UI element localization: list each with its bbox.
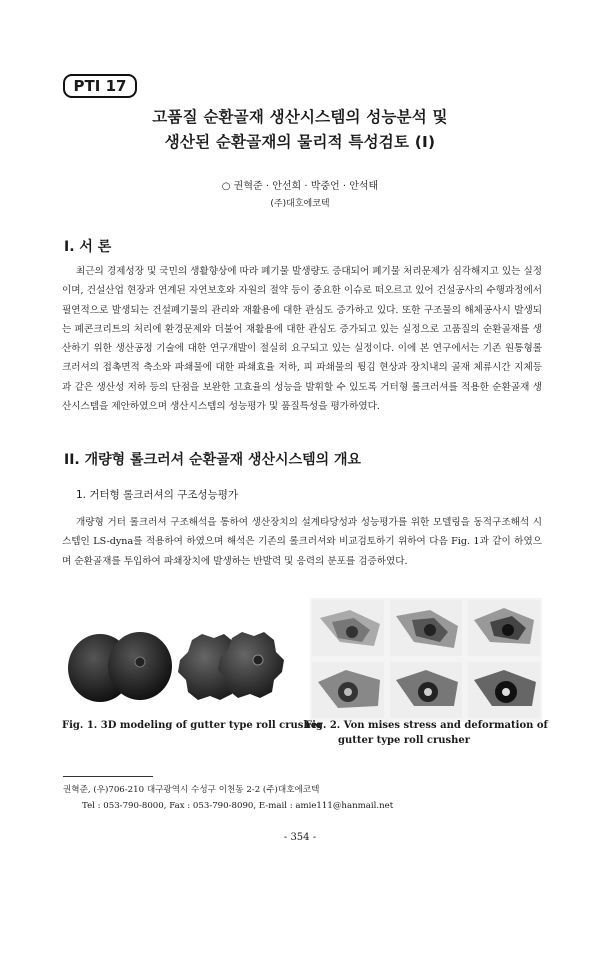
section1-heading: I. 서 론 [64,239,112,255]
footnote-line1: 권혁준, (우)706-210 대구광역시 수성구 이천동 2-2 (주)대호에코텍 [63,785,320,795]
fig1-caption: Fig. 1. 3D modeling of gutter type roll crusher [62,720,323,731]
paper-title-line2: 생산된 순환골재의 물리적 특성검토 (I) [164,133,436,151]
footnote-line2: Tel : 053-790-8000, Fax : 053-790-8090, E-mail : amie111@hanmail.net [82,801,394,811]
subsection1-heading: 1. 거터형 롤크러셔의 구조성능평가 [76,489,239,501]
intro-paragraph [62,262,542,416]
paper-title-line1: 고품질 순환골재 생산시스템의 성능분석 및 [152,108,448,126]
section2-heading: II. 개량형 롤크러셔 순환골재 생산시스템의 개요 [64,452,362,468]
sub-paragraph [62,513,542,571]
session-badge: PTI 17 [63,74,137,98]
fig2-caption-line2: gutter type roll crusher [338,735,471,746]
intro-text: 최근의 경제성장 및 국민의 생활향상에 따라 폐기물 발생량도 증대되어 폐기물 처리문제가 심각해지고 있는 실정이며, 건설산업 현장과 연계된 자연보호와 자원의 절약 등이 중요한 이슈로 떠오르고 있어 건설공사의 수행과정에서 필연적으로 발생되는 건설폐기물의 관리와 재활용에 대한 관심도 증가하고 있다. 또한 구조물의 해체공사시 발생되는 폐콘크리트의 처리에 환경문제와 더불어 재활용에 대한 관심도 증가되고 있는 실정으로 고품질의 순환골재를 생산하기 위한 생산공정 기술에 대한 연구개발이 절실히 요구되고 있는 실정이다. 이에 본 연구에서는 기존 원통형롤크러셔의 접촉면적 축소와 파쇄물에 대한 파쇄효율 저하, 피 파쇄물의 튕김 현상과 장치내의 골재 체류시간 지체등과 같은 생산성 저하 등의 단점을 보완한 고효율의 성능을 발휘할 수 있도록 거터형 롤크러셔를 적용한 순환골재 생산시스템을 제안하였으며 생산시스템의 성능평가 및 품질특성을 평가하였다. [62,266,542,413]
fig2-caption-line1: Fig. 2. Von mises stress and deformation of [305,720,548,731]
fig2-stress-simulation-image [310,598,542,722]
footnote-divider [63,776,153,777]
sub-text: 개량형 거터 롤크러셔 구조해석을 통하여 생산장치의 설계타당성과 성능평가를 위한 모델링을 동적구조해석 시스템인 LS-dyna를 적용하여 하였으며 해석은 기존의 롤크러셔와 비교검토하기 위하여 다음 Fig. 1과 같이 하였으며 순환골재를 투입하여 파쇄장치에 발생하는 반발력 및 응력의 분포를 검증하였다. [62,517,542,567]
affiliation: (주)대호에코텍 [270,199,330,209]
authors: ○ 권혁준 · 안선희 · 박중언 · 안석태 [221,181,379,192]
fig1-roll-crusher-image [62,612,294,712]
page-number: - 354 - [283,832,317,843]
